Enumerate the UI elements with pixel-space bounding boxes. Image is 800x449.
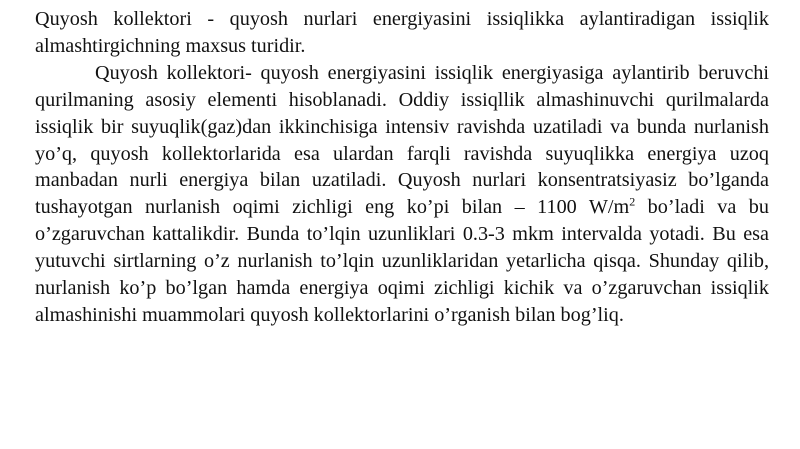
unit-superscript: 2 [629, 194, 636, 209]
definition-paragraph: Quyosh kollektori - quyosh nurlari energiyasini issiqlikka aylantiradigan issiqlik almashtirgichning maxsus turidir. [35, 8, 769, 57]
description-text-part-2: bo’ladi va bu o’zgaruvchan kattalikdir. Bunda to’lqin uzunliklari 0.3-3 mkm intervalda yotadi. Bu esa yutuvchi sirtlarning o’z nurlanish to’lqin uzunliklaridan yetarlicha qisqa. Shunday qilib, nurlanish ko’p bo’lgan hamda energiya oqimi zichligi kichik va o’zgaruvchan issiqlik almashinishi muammolari quyosh kollektorlarini o’rganish bilan bog’liq. [35, 196, 769, 326]
description-text-part-1: Quyosh kollektori- quyosh energiyasini issiqlik energiyasiga aylantirib beruvchi qurilmaning asosiy elementi hisoblanadi. Oddiy issiqllik almashinuvchi qurilmalarda issiqlik bir suyuqlik(gaz)dan ikkinchisiga intensiv ravishda uzatiladi va bunda nurlanish yo’q, quyosh kollektorlarida esa ulardan farqli ravishda suyuqlikka energiya uzoq manbadan nurli energiya bilan uzatiladi. Quyosh nurlari konsentratsiyasiz bo’lganda tushayotgan nurlanish oqimi zichligi eng ko’pi bilan – 1100 W/m [35, 61, 769, 219]
description-paragraph [35, 60, 769, 329]
